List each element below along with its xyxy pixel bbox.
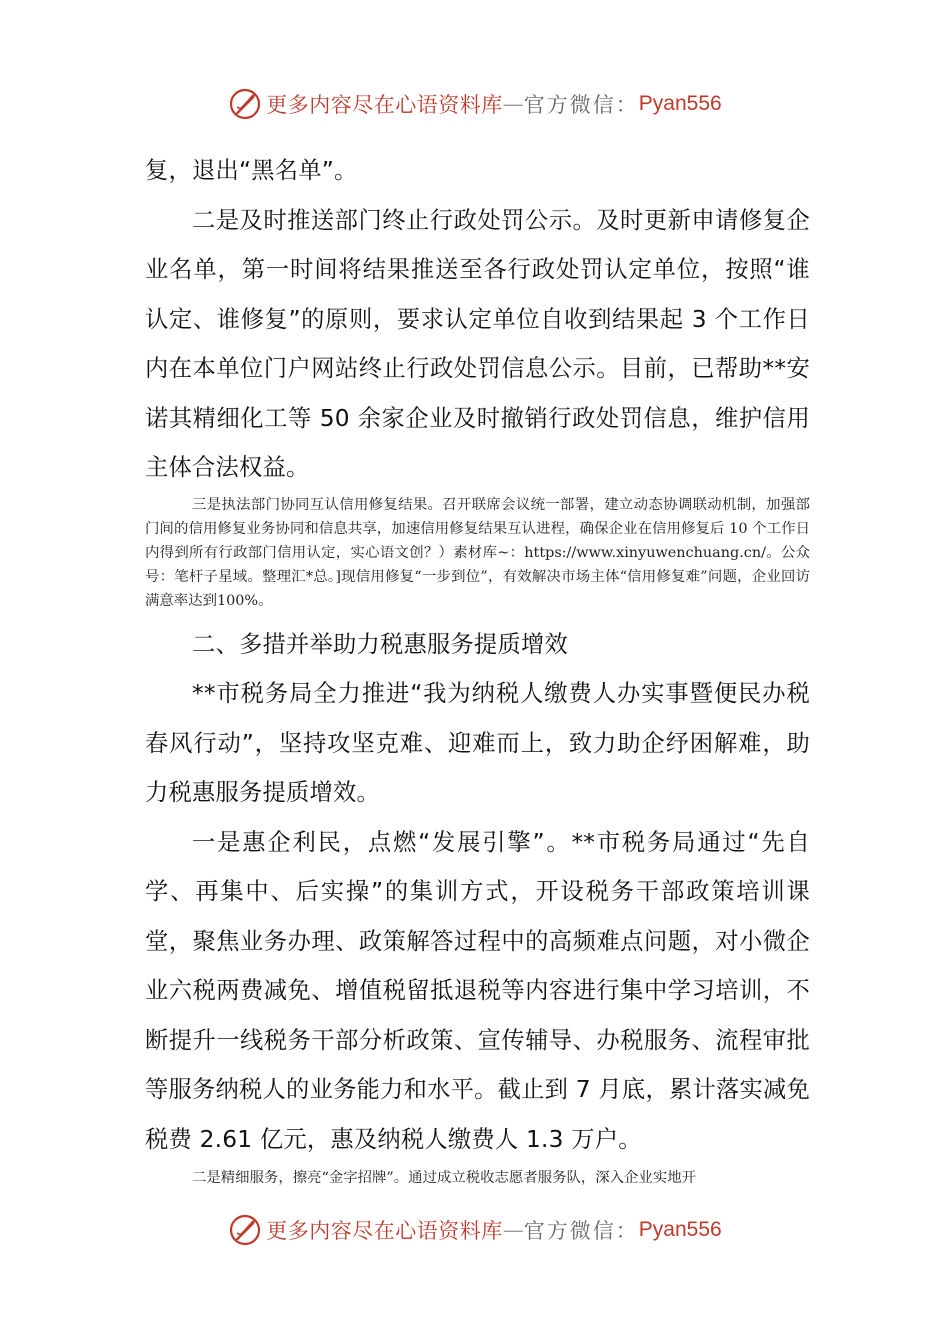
watermark-brand: 更多内容尽在心语资料库 [266,93,503,117]
paragraph-benefit-enterprises: 一是惠企利民，点燃“发展引擎”。**市税务局通过“先自学、再集中、后实操”的集训方式，开设税务干部政策培训课堂，聚焦业务办理、政策解答过程中的高频难点问题，对小微企业六税两费减免、增值税留抵退税等内容进行集中学习培训，不断提升一线税务干部分析政策、宣传辅导、办税服务、流程审批等服务纳税人的业务能力和水平。截止到 7 月底，累计落实减免税费 2.61 亿元，惠及纳税人缴费人 1.3 万户。 [145,828,810,1153]
quill-pen-logo-icon [228,1213,262,1247]
paragraph-refined-service: 二是精细服务，擦亮“金字招牌”。通过成立税收志愿者服务队，深入企业实地开 [192,1170,696,1186]
document-body [145,146,810,1164]
watermark-separator: — [502,1218,524,1242]
section-heading-tax-services: 二、多措并举助力税惠服务提质增效 [192,630,568,658]
watermark-wechat-id: Pyan556 [638,1218,722,1241]
paragraph-tax-bureau-intro: **市税务局全力推进“我为纳税人缴费人办实事暨便民办税春风行动”，坚持攻坚克难、迎难而上，致力助企纾困解难，助力税惠服务提质增效。 [145,680,810,807]
paragraph-push-termination: 二是及时推送部门终止行政处罚公示。及时更新申请修复企业名单，第一时间将结果推送至各行政处罚认定单位，按照“谁认定、谁修复”的原则，要求认定单位自收到结果起 3 个工作日内在本单位门户网站终止行政处罚信息公示。目前，已帮助**安诺其精细化工等 50 余家企业及时撤销行政处罚信息，维护信用主体合法权益。 [145,206,810,481]
watermark-wechat-id: Pyan556 [638,92,722,115]
watermark-brand: 更多内容尽在心语资料库 [266,1219,503,1243]
header-watermark [0,84,950,124]
watermark-official-label: 官方微信： [523,93,639,117]
paragraph-continuation: 复，退出“黑名单”。 [145,157,358,184]
watermark-separator: — [502,92,524,116]
quill-pen-logo-icon [228,87,262,121]
paragraph-mutual-recognition: 三是执法部门协同互认信用修复结果。召开联席会议统一部署，建立动态协调联动机制，加强部门间的信用修复业务协同和信息共享，加速信用修复结果互认进程，确保企业在信用修复后 10 个工作日内得到所有行政部门信用认定，实心语文创？）素材库~：https://www.xinyuwenchuang.cn/。公众号：笔杆子星域。整理汇*总。]现信用修复“一步到位”，有效解决市场主体“信用修复难”问题，企业回访满意率达到100%。 [145,496,810,610]
watermark-official-label: 官方微信： [523,1219,639,1243]
footer-watermark [0,1210,950,1250]
